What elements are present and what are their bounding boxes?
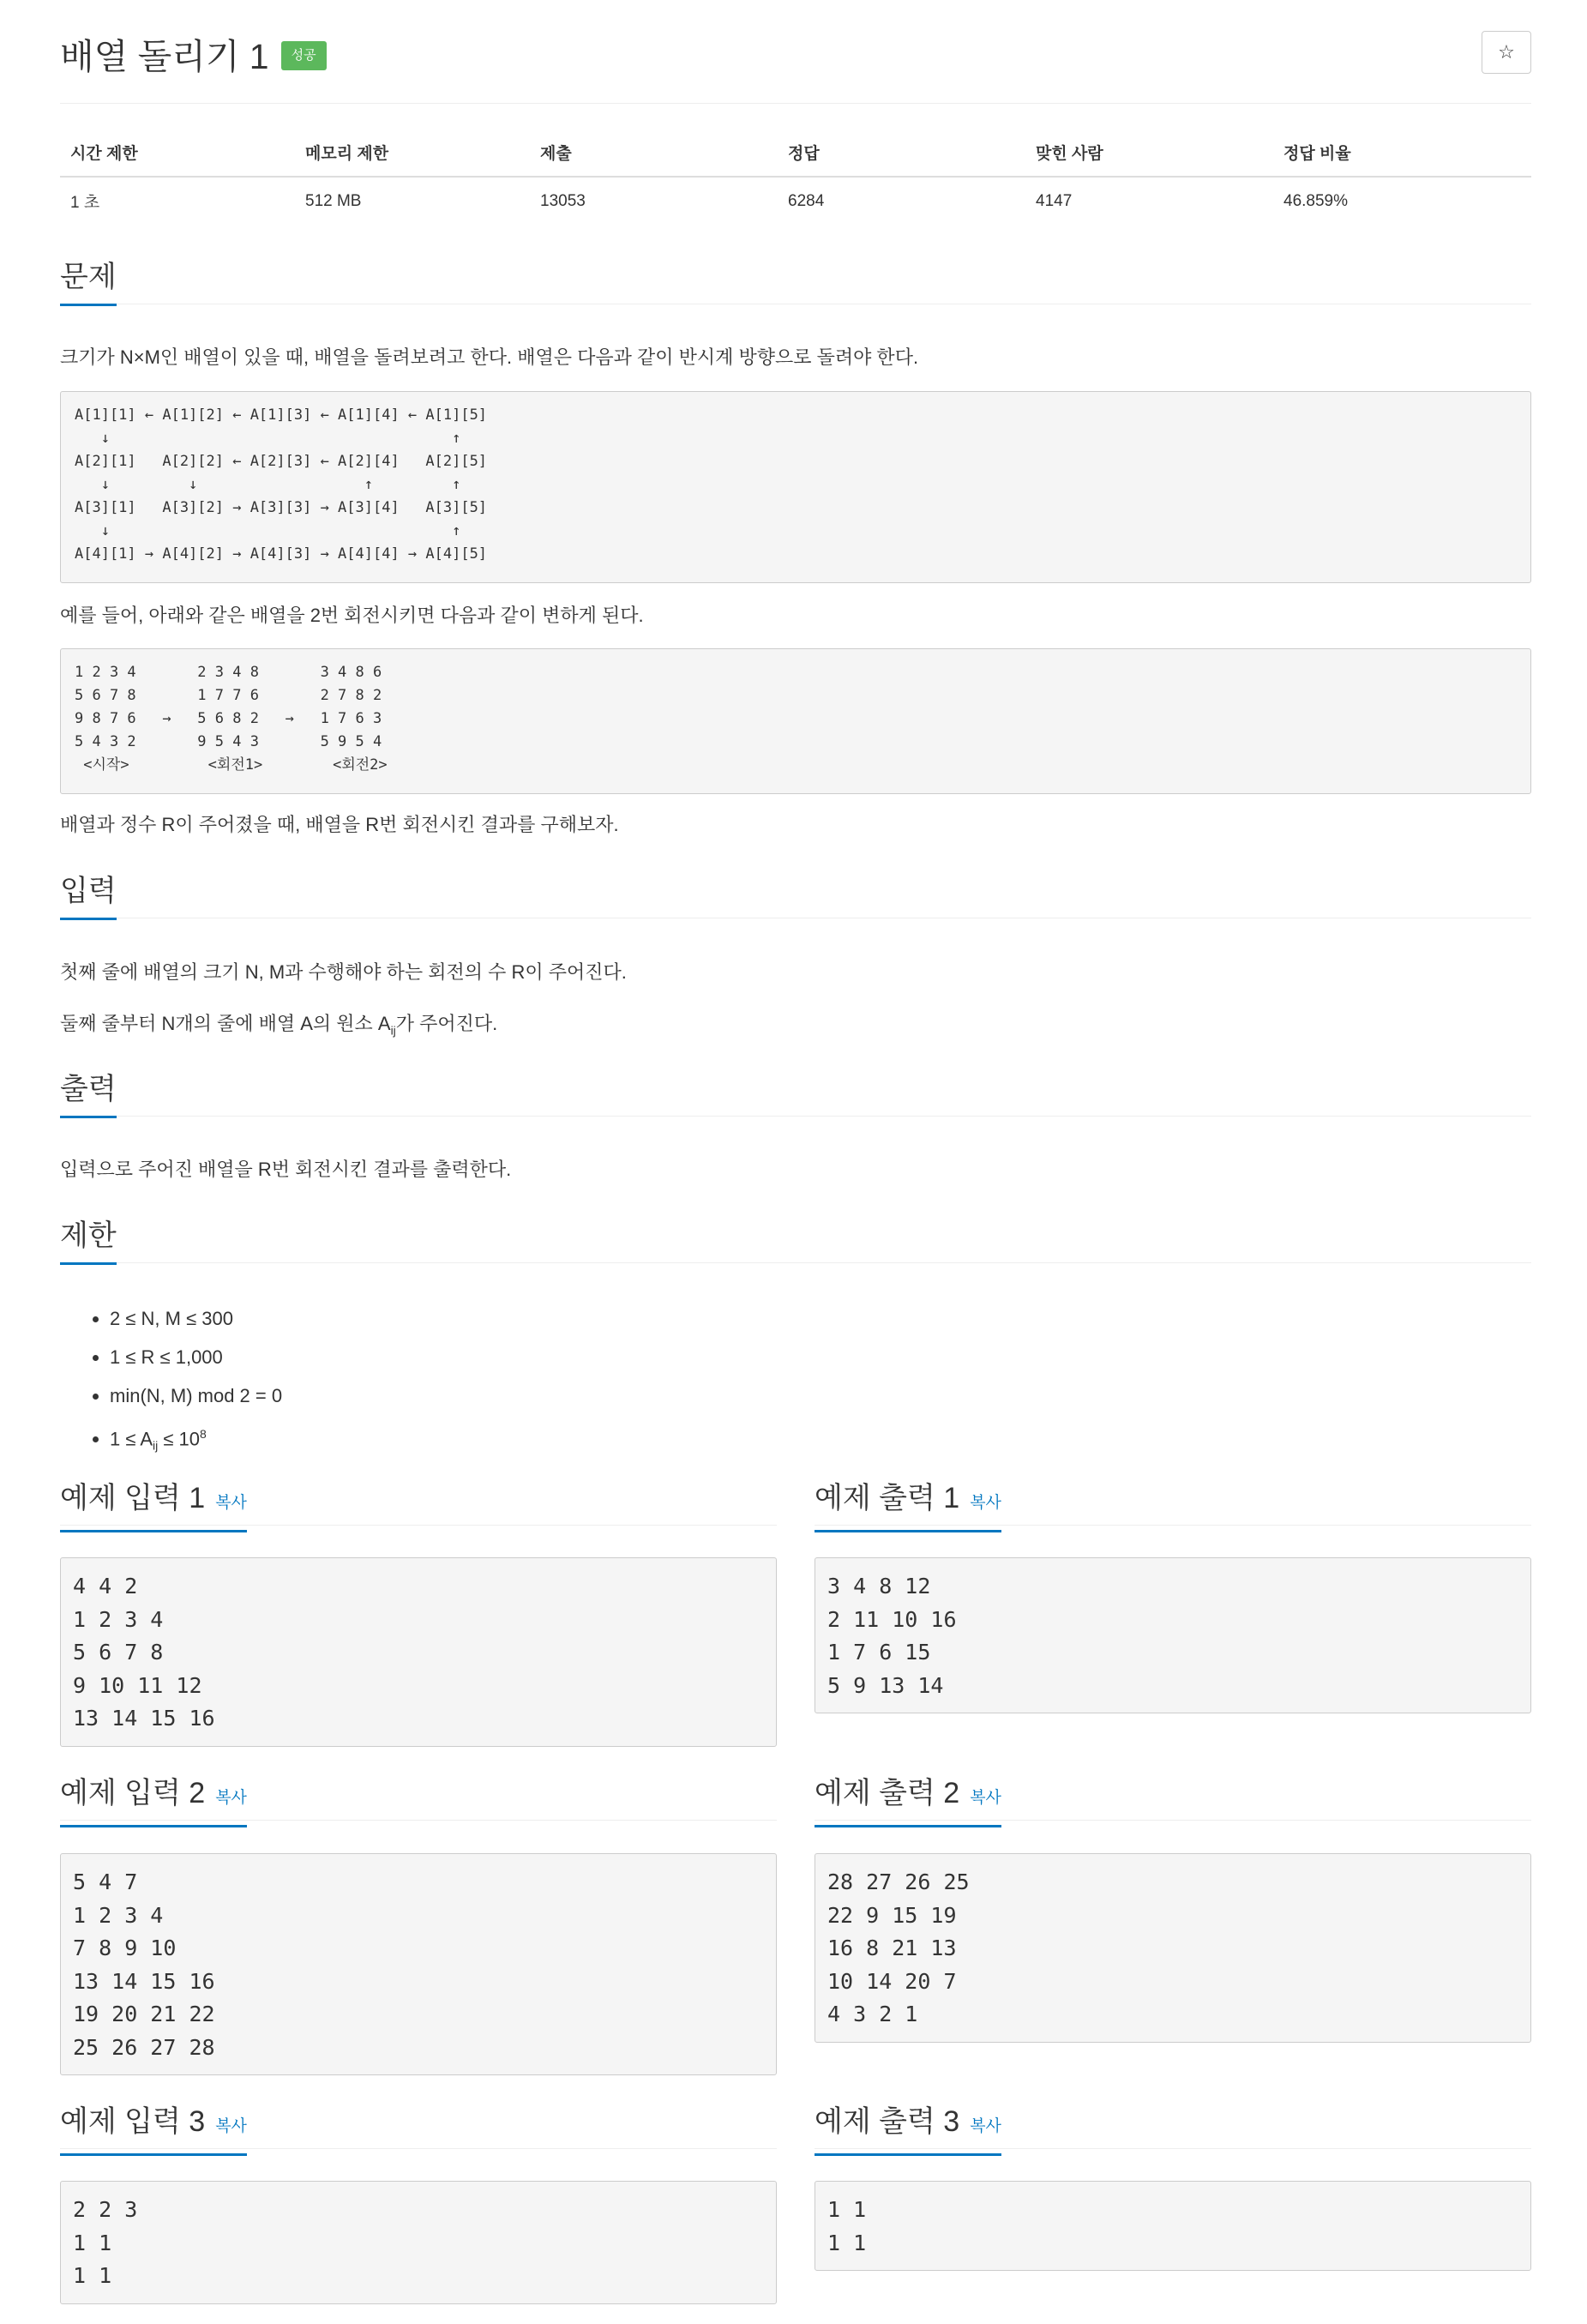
problem-closing: 배열과 정수 R이 주어졌을 때, 배열을 R번 회전시킨 결과를 구해보자. <box>60 814 619 835</box>
sample-output-1[interactable]: 3 4 8 12 2 11 10 16 1 7 6 15 5 9 13 14 <box>815 1557 1531 1713</box>
section-title <box>815 1772 1001 1827</box>
copy-button[interactable]: 복사 <box>215 2117 247 2135</box>
input-description-1: 첫째 줄에 배열의 크기 N, M과 수행해야 하는 회전의 수 R이 주어진다. <box>60 961 627 983</box>
input-text-post: 가 주어진다. <box>395 1013 498 1034</box>
section-problem-heading <box>60 256 1531 304</box>
problem-info-table <box>60 129 1531 225</box>
sample-input-3-heading <box>60 2100 777 2149</box>
star-button[interactable] <box>1482 31 1531 74</box>
sample-title: 예제 출력 1 <box>815 1482 960 1514</box>
section-title <box>60 1772 247 1827</box>
value-submissions: 13053 <box>530 177 778 225</box>
limit-item <box>110 1415 282 1466</box>
copy-button[interactable]: 복사 <box>970 1494 1001 1512</box>
sample-title: 예제 출력 2 <box>815 1777 960 1809</box>
value-accept-ratio: 46.859% <box>1273 177 1531 225</box>
sample-output-2-heading <box>815 1772 1531 1821</box>
page-title <box>60 31 327 82</box>
input-text-pre: 둘째 줄부터 N개의 줄에 배열 A의 원소 A <box>60 1013 391 1034</box>
section-title <box>815 1477 1001 1532</box>
problem-title: 배열 돌리기 1 <box>60 37 269 76</box>
section-title: 문제 <box>60 256 117 306</box>
section-title: 입력 <box>60 870 117 920</box>
limits-list <box>60 1299 282 1466</box>
header-memory-limit: 메모리 제한 <box>295 129 530 177</box>
star-icon: ☆ <box>1498 41 1515 63</box>
copy-button[interactable]: 복사 <box>215 1494 247 1512</box>
header-time-limit: 시간 제한 <box>60 129 295 177</box>
copy-button[interactable]: 복사 <box>970 1789 1001 1807</box>
sample-title: 예제 입력 3 <box>60 2105 206 2138</box>
copy-button[interactable]: 복사 <box>215 1789 247 1807</box>
limit-item: • 1 ≤ R ≤ 1,000 <box>110 1338 282 1376</box>
sample-title: 예제 입력 1 <box>60 1482 206 1514</box>
sample-title: 예제 출력 3 <box>815 2105 960 2138</box>
header-accepted: 정답 <box>778 129 1025 177</box>
rotation-diagram: A[1][1] ← A[1][2] ← A[1][3] ← A[1][4] ← A[1][5] ↓ ↑ A[2][1] A[2][2] ← A[2][3] ← A[2][4] A[2][5] ↓ ↓ ↑ ↑ A[3][1] A[3][2] → A[3][3] → A[3][4] A[3][5] ↓ ↑ A[4][1] → A[4][2] → A[4][3] → A[4][4] → A[4][5] <box>60 391 1531 583</box>
section-title <box>815 2100 1001 2156</box>
example-description: 예를 들어, 아래와 같은 배열을 2번 회전시키면 다음과 같이 변하게 된다. <box>60 605 644 626</box>
limit-item: • 2 ≤ N, M ≤ 300 <box>110 1299 282 1338</box>
header-accept-ratio: 정답 비율 <box>1273 129 1531 177</box>
section-title: 출력 <box>60 1068 117 1118</box>
limit-text-mid: ≤ 10 <box>158 1428 201 1450</box>
superscript-exponent: 8 <box>200 1427 207 1441</box>
copy-button[interactable]: 복사 <box>970 2117 1001 2135</box>
sample-title: 예제 입력 2 <box>60 1777 206 1809</box>
section-title: 제한 <box>60 1214 117 1265</box>
sample-input-1[interactable]: 4 4 2 1 2 3 4 5 6 7 8 9 10 11 12 13 14 15 16 <box>60 1557 777 1747</box>
subscript-ij: ij <box>390 1023 396 1038</box>
value-accepted: 6284 <box>778 177 1025 225</box>
header-submissions: 제출 <box>530 129 778 177</box>
value-time-limit: 1 초 <box>60 177 295 225</box>
header-solved-users: 맞힌 사람 <box>1025 129 1273 177</box>
sample-output-3-heading <box>815 2100 1531 2149</box>
problem-intro: 크기가 N×M인 배열이 있을 때, 배열을 돌려보려고 한다. 배열은 다음과 같이 반시계 방향으로 돌려야 한다. <box>60 346 919 368</box>
status-badge: 성공 <box>281 41 327 70</box>
section-output-heading <box>60 1068 1531 1117</box>
section-title <box>60 1477 247 1532</box>
sample-input-2-heading <box>60 1772 777 1821</box>
sample-input-2[interactable]: 5 4 7 1 2 3 4 7 8 9 10 13 14 15 16 19 20 21 22 25 26 27 28 <box>60 1853 777 2075</box>
sample-output-3[interactable]: 1 1 1 1 <box>815 2181 1531 2271</box>
input-description-2 <box>60 1010 497 1044</box>
sample-output-2[interactable]: 28 27 26 25 22 9 15 19 16 8 21 13 10 14 20 7 4 3 2 1 <box>815 1853 1531 2043</box>
value-solved-users: 4147 <box>1025 177 1273 225</box>
info-header-row <box>60 129 1531 177</box>
subscript-ij: ij <box>153 1438 159 1453</box>
info-value-row <box>60 177 1531 225</box>
limit-text-pre: 1 ≤ A <box>110 1428 153 1450</box>
rotation-example: 1 2 3 4 2 3 4 8 3 4 8 6 5 6 7 8 1 7 7 6 2 7 8 2 9 8 7 6 → 5 6 8 2 → 1 7 6 3 5 4 3 2 9 5 4 3 5 9 5 4 <시작> <회전1> <회전2> <box>60 648 1531 794</box>
sample-output-1-heading <box>815 1477 1531 1526</box>
limit-item: • min(N, M) mod 2 = 0 <box>110 1376 282 1415</box>
output-description: 입력으로 주어진 배열을 R번 회전시킨 결과를 출력한다. <box>60 1159 512 1180</box>
sample-input-3[interactable]: 2 2 3 1 1 1 1 <box>60 2181 777 2304</box>
section-title <box>60 2100 247 2156</box>
section-limits-heading <box>60 1214 1531 1263</box>
section-input-heading <box>60 870 1531 918</box>
sample-input-1-heading <box>60 1477 777 1526</box>
problem-header <box>60 26 1531 104</box>
value-memory-limit: 512 MB <box>295 177 530 225</box>
